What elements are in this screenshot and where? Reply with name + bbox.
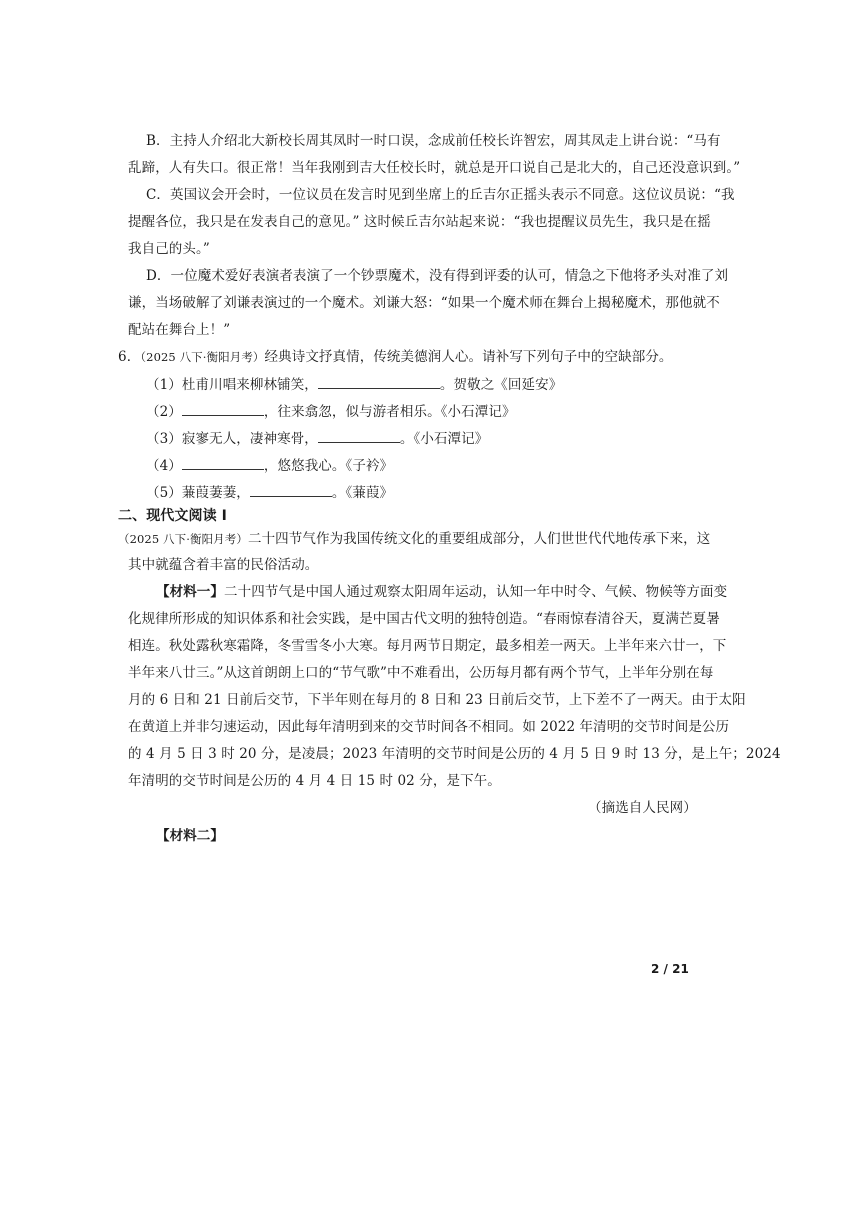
answer-blank[interactable] — [182, 456, 264, 470]
section-intro-line-1: （2025 八下·衡阳月考）二十四节气作为我国传统文化的重要组成部分，人们世世代代地传承下来，这 — [118, 531, 711, 547]
material-1-line-1: 【材料一】二十四节气是中国人通过观察太阳周年运动，认知一年中时令、气候、物候等方面变 — [156, 584, 728, 600]
question-text: 经典诗文抒真情，传统美德润人心。请补写下列句子中的空缺部分。 — [264, 349, 673, 365]
material-1-line-5: 月的 6 日和 21 日前后交节，下半年则在每月的 8 日和 23 日前后交节，上下差不了一两天。由于太阳 — [128, 692, 746, 708]
option-c-line-1: C．英国议会开会时，一位议员在发言时见到坐席上的丘吉尔正摇头表示不同意。这位议员说：“我 — [146, 187, 735, 203]
material-1-label: 【材料一】 — [156, 584, 224, 600]
option-c-line-2: 提醒各位，我只是在发表自己的意见。” 这时候丘吉尔站起来说：“我也提醒议员先生，我只是在摇 — [128, 214, 711, 230]
fill-item-2: （2） ，往来翕忽，似与游者相乐。《小石潭记》 — [146, 404, 516, 420]
option-b-line-2: 乱蹄，人有失口。很正常！当年我刚到吉大任校长时，就总是开口说自己是北大的，自己还没意识到。” — [128, 160, 741, 176]
material-1-line-6: 在黄道上并非匀速运动，因此每年清明到来的交节时间各不相同。如 2022 年清明的交节时间是公历 — [128, 719, 730, 735]
fill-item-1: （1）杜甫川唱来柳林铺笑， 。贺敬之《回延安》 — [146, 377, 563, 393]
answer-blank[interactable] — [182, 402, 264, 416]
material-1-line-2: 化规律所形成的知识体系和社会实践，是中国古代文明的独特创造。“春雨惊春清谷天，夏满芒夏暑 — [128, 611, 720, 627]
fill-item-4: （4） ，悠悠我心。《子衿》 — [146, 458, 394, 474]
option-d-line-3: 配站在舞台上！” — [128, 322, 231, 338]
section-intro-line-2: 其中就蕴含着丰富的民俗活动。 — [128, 557, 319, 573]
question-source: （2025 八下·衡阳月考） — [140, 350, 265, 364]
material-1-line-7: 的 4 月 5 日 3 时 20 分，是凌晨；2023 年清明的交节时间是公历的 4 月 5 日 9 时 13 分，是上午；2024 — [128, 746, 781, 762]
fill-item-3: （3）寂寥无人，凄神寒骨， 。《小石潭记》 — [146, 431, 489, 447]
fill-item-5: （5）蒹葭萋萋， 。《蒹葭》 — [146, 485, 394, 501]
answer-blank[interactable] — [250, 483, 332, 497]
option-d-line-2: 谦，当场破解了刘谦表演过的一个魔术。刘谦大怒：“如果一个魔术师在舞台上揭秘魔术，那他就不 — [128, 295, 720, 311]
option-b-line-1: B．主持人介绍北大新校长周其凤时一时口误，念成前任校长许智宏，周其凤走上讲台说：“马有 — [146, 133, 721, 149]
option-c-line-3: 我自己的头。” — [128, 241, 210, 257]
answer-blank[interactable] — [318, 429, 400, 443]
option-d-line-1: D．一位魔术爱好表演者表演了一个钞票魔术，没有得到评委的认可，情急之下他将矛头对准了刘 — [146, 268, 729, 284]
question-6-stem — [118, 348, 673, 366]
material-1-citation: （摘选自人民网） — [588, 800, 697, 816]
question-number: 6． — [118, 349, 141, 365]
page-number: 2 / 21 — [651, 962, 689, 976]
section-heading: 二、现代文阅读 I — [118, 508, 227, 524]
material-2-label: 【材料二】 — [156, 828, 224, 844]
material-1-line-8: 年清明的交节时间是公历的 4 月 4 日 15 时 02 分，是下午。 — [128, 773, 501, 789]
answer-blank[interactable] — [318, 375, 440, 389]
material-1-line-4: 半年来八廿三。”从这首朗朗上口的“节气歌”中不难看出，公历每月都有两个节气，上半年分别在每 — [128, 665, 714, 681]
material-1-line-3: 相连。秋处露秋寒霜降，冬雪雪冬小大寒。每月两节日期定，最多相差一两天。上半年来六廿一，下 — [128, 638, 727, 654]
